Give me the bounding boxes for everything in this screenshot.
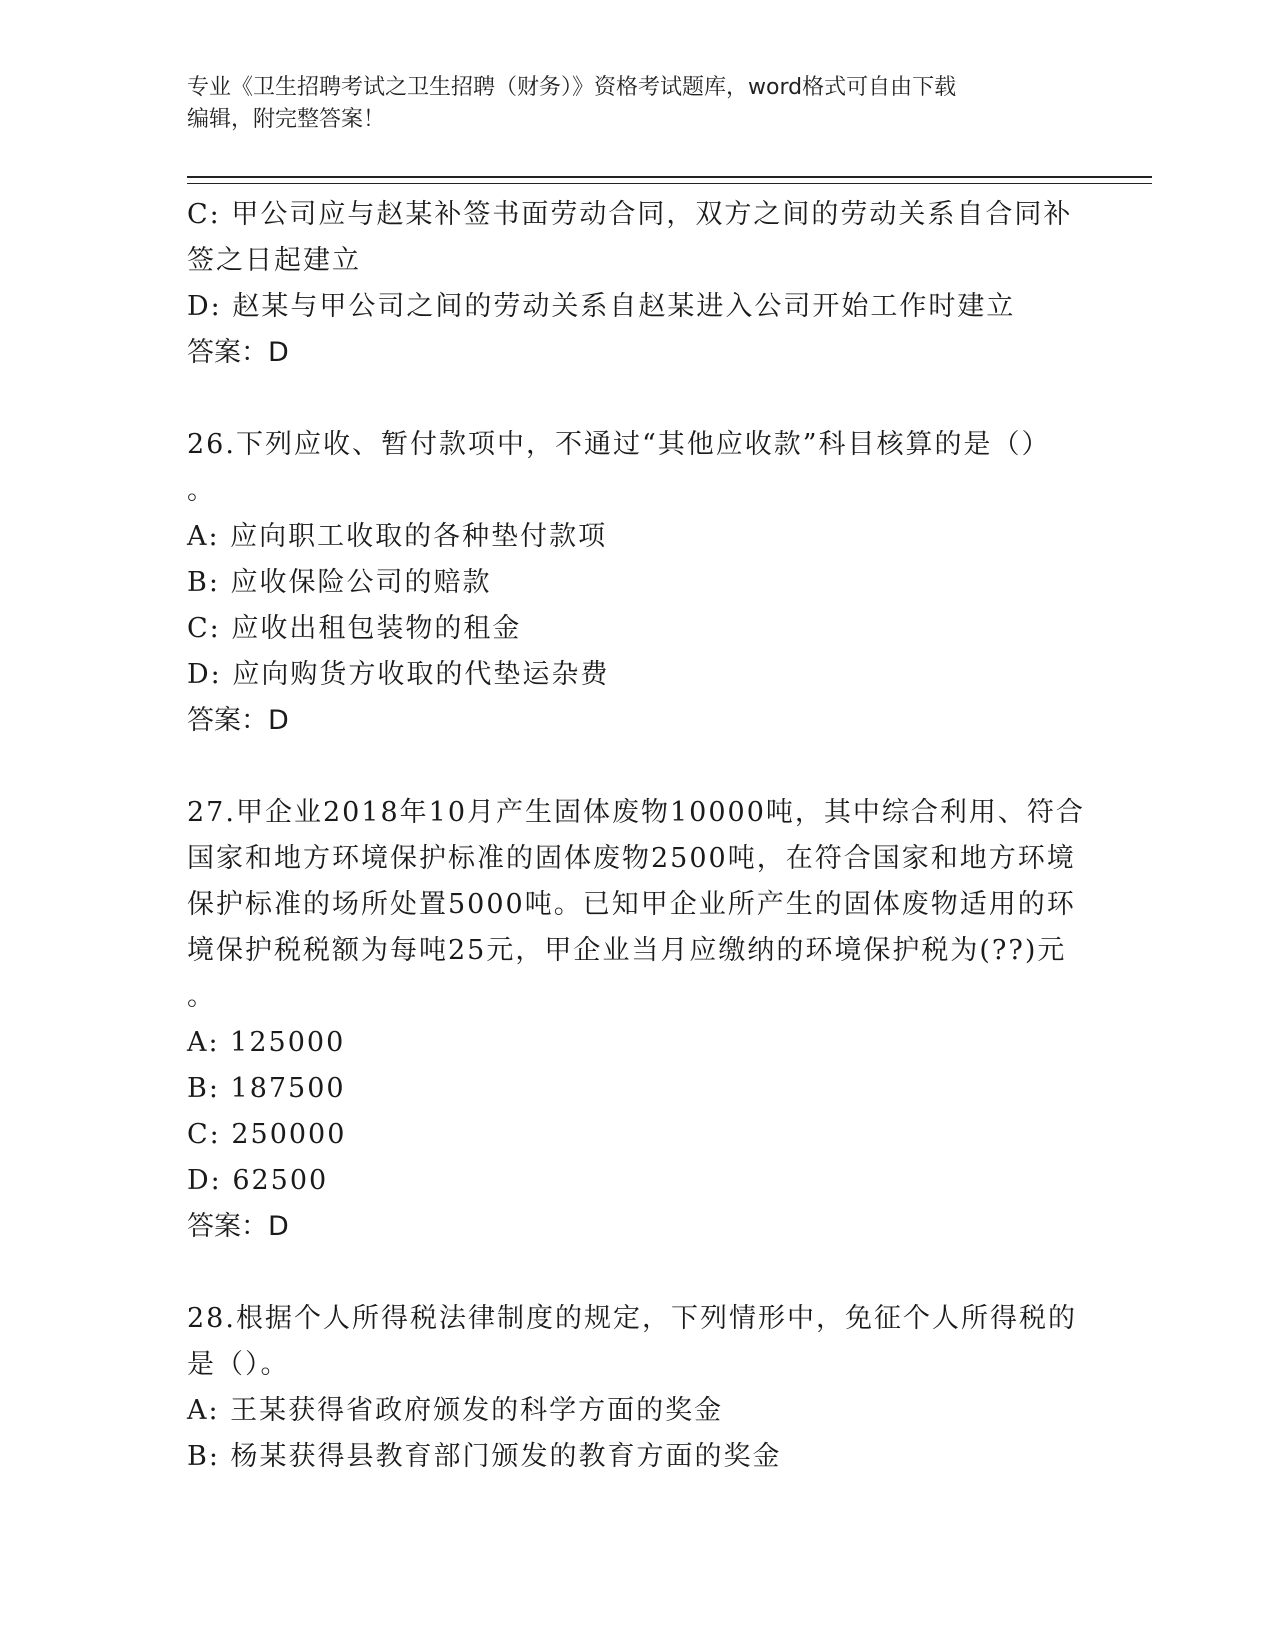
question-stem-line-5: 。 <box>187 981 216 1012</box>
document-header <box>187 72 1067 136</box>
option-c: C: 应收出租包装物的租金 <box>187 613 522 644</box>
answer: 答案：D <box>187 1211 289 1242</box>
header-line-2: 编辑，附完整答案！ <box>187 107 386 132</box>
option-d: D: 赵某与甲公司之间的劳动关系自赵某进入公司开始工作时建立 <box>187 291 1016 322</box>
answer: 答案：D <box>187 337 289 368</box>
question-gap <box>187 744 1067 790</box>
question-gap <box>187 1250 1067 1296</box>
question-stem-line-4: 境保护税税额为每吨25元，甲企业当月应缴纳的环境保护税为(??)元 <box>187 935 1067 966</box>
option-b: B: 应收保险公司的赔款 <box>187 567 492 598</box>
question-stem-line-2: 是（）。 <box>187 1349 290 1380</box>
question-27 <box>187 790 1085 1250</box>
header-line-1: 专业《卫生招聘考试之卫生招聘（财务）》资格考试题库，word格式可自由下载 <box>187 75 957 100</box>
option-a: A: 应向职工收取的各种垫付款项 <box>187 521 608 552</box>
question-stem-line-2: 。 <box>187 475 216 506</box>
option-c-line-2: 签之日起建立 <box>187 245 361 276</box>
option-a: A: 125000 <box>187 1027 346 1058</box>
header-rule-thin <box>187 183 1152 184</box>
question-gap <box>187 376 1067 422</box>
answer: 答案：D <box>187 705 289 736</box>
question-25 <box>187 192 1073 376</box>
option-c: C: 250000 <box>187 1119 347 1150</box>
question-26 <box>187 422 1067 744</box>
question-stem-line-2: 国家和地方环境保护标准的固体废物2500吨，在符合国家和地方环境 <box>187 843 1076 874</box>
question-stem-line-1: 26.下列应收、暂付款项中，不通过“其他应收款”科目核算的是（） <box>187 429 1051 460</box>
option-b: B: 187500 <box>187 1073 346 1104</box>
option-d: D: 应向购货方收取的代垫运杂费 <box>187 659 610 690</box>
question-stem-line-1: 27.甲企业2018年10月产生固体废物10000吨，其中综合利用、符合 <box>187 797 1085 828</box>
question-stem-line-1: 28.根据个人所得税法律制度的规定，下列情形中，免征个人所得税的 <box>187 1303 1077 1334</box>
question-list <box>187 192 1085 1480</box>
question-stem-line-3: 保护标准的场所处置5000吨。已知甲企业所产生的固体废物适用的环 <box>187 889 1076 920</box>
option-a: A: 王某获得省政府颁发的科学方面的奖金 <box>187 1395 724 1426</box>
option-c-line-1: C: 甲公司应与赵某补签书面劳动合同，双方之间的劳动关系自合同补 <box>187 199 1073 230</box>
option-b: B: 杨某获得县教育部门颁发的教育方面的奖金 <box>187 1441 782 1472</box>
question-28 <box>187 1296 1077 1480</box>
header-rule-thick <box>187 176 1152 178</box>
option-d: D: 62500 <box>187 1165 329 1196</box>
